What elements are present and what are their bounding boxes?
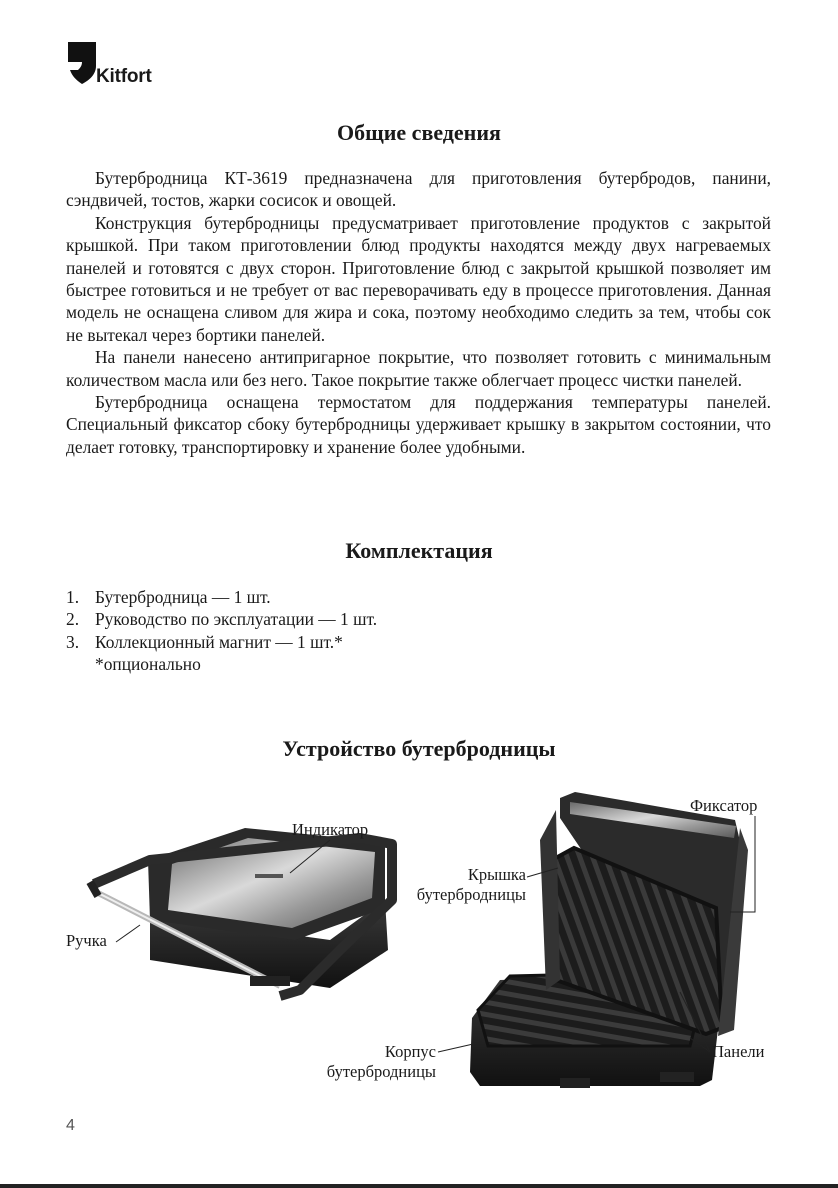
list-item bbox=[66, 608, 666, 630]
bottom-divider bbox=[0, 1184, 838, 1188]
page-number: 4 bbox=[66, 1117, 75, 1134]
label-indicator: Индикатор bbox=[292, 820, 369, 839]
label-lid-line1: Крышка bbox=[467, 865, 526, 884]
package-list bbox=[66, 586, 666, 676]
brand-logo bbox=[66, 40, 176, 92]
section-title-package: Комплектация bbox=[345, 538, 493, 563]
closed-sandwich-maker bbox=[90, 828, 392, 996]
device-diagram bbox=[0, 780, 838, 1090]
label-body-line1: Корпус bbox=[384, 1042, 436, 1061]
list-item bbox=[66, 631, 666, 653]
label-body bbox=[300, 1042, 436, 1082]
list-item bbox=[66, 586, 666, 608]
section-title-device: Устройство бутербродницы bbox=[282, 736, 556, 761]
paragraph: Конструкция бутербродницы предусматривает приготовление продуктов с закрытой крышкой. При таком приготовлении блюд продукты находятся между двух нагреваемых панелей и готовятся с двух сторон. Приготовление блюд с закрытой крышкой позволяет им быстрее готовиться и не требует от вас переворачивать еду в процессе приготовления. Данная модель не оснащена сливом для жира и сока, поэтому необходимо следить за тем, чтобы сок не вытекал через бортики панелей. bbox=[66, 212, 771, 345]
paragraph: На панели нанесено антипригарное покрытие, что позволяет готовить с минимальным количеством масла или без него. Такое покрытие также облегчает процесс чистки панелей. bbox=[66, 347, 771, 390]
label-latch: Фиксатор bbox=[690, 796, 758, 815]
footnote: *опционально bbox=[95, 654, 201, 675]
label-body-line2: бутербродницы bbox=[326, 1062, 436, 1081]
label-handle: Ручка bbox=[66, 931, 107, 950]
kitfort-logo-icon bbox=[66, 40, 100, 86]
paragraph: Бутербродница КТ-3619 предназначена для приготовления бутербродов, панини, сэндвичей, тостов, жарки сосисок и овощей. bbox=[66, 168, 771, 211]
list-text: Руководство по эксплуатации — 1 шт. bbox=[95, 609, 378, 630]
label-panels: Панели bbox=[712, 1042, 765, 1061]
label-lid bbox=[400, 865, 526, 905]
label-lid-line2: бутербродницы bbox=[416, 885, 526, 904]
list-text: Бутербродница — 1 шт. bbox=[95, 587, 271, 607]
paragraph: Бутербродница оснащена термостатом для поддержания температуры панелей. Специальный фиксатор сбоку бутербродницы удерживает крышку в закрытом состоянии, что делает готовку, транспортировку и хранение более удобными. bbox=[66, 392, 771, 457]
general-text bbox=[66, 167, 771, 458]
list-number: 3. bbox=[66, 631, 80, 652]
section-title-general: Общие сведения bbox=[337, 120, 501, 145]
list-number: 1. bbox=[66, 587, 80, 607]
list-number: 2. bbox=[66, 609, 80, 630]
brand-name: Kitfort bbox=[96, 66, 152, 87]
list-text: Коллекционный магнит — 1 шт.* bbox=[95, 631, 343, 652]
